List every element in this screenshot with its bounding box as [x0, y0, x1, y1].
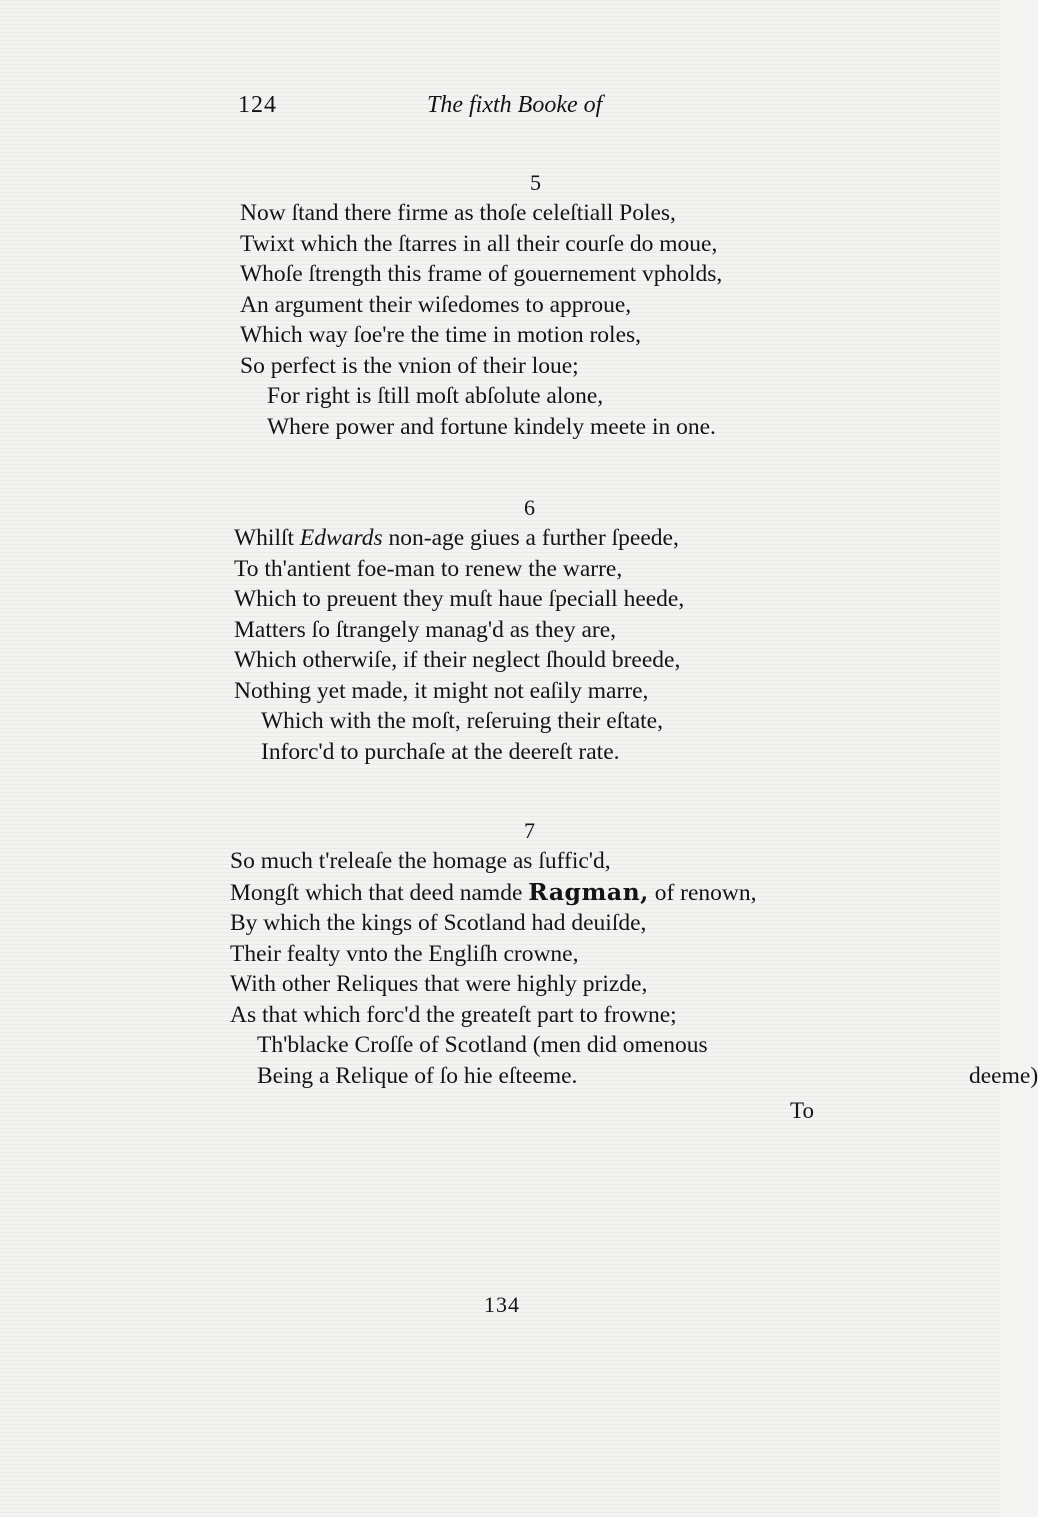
verse-fragment: non-age giues a further ſpeede, [388, 525, 679, 551]
verse-fragment: of renown, [654, 879, 757, 906]
blackletter-word-ragman: Ragman, [528, 877, 649, 906]
stanza-number: 7 [524, 818, 535, 843]
verse-line: So perfect is the vnion of their loue; [240, 352, 579, 379]
verse-line: Th'blacke Croſſe of Scotland (men did omenous [257, 1032, 708, 1058]
verse-line: Their fealty vnto the Engliſh crowne, [230, 940, 579, 967]
verse-line [230, 877, 757, 909]
verse-line: Which with the moſt, reſeruing their eſtate, [261, 708, 663, 734]
book-title: The fixth Booke of [427, 92, 603, 118]
verse-line: Twixt which the ſtarres in all their courſe do moue, [240, 230, 718, 257]
verse-line: For right is ſtill moſt abſolute alone, [267, 383, 604, 409]
verse-line: Inforc'd to purchaſe at the deereſt rate. [261, 738, 620, 765]
turnover-word: deeme) [969, 1062, 1038, 1089]
stanza-number: 6 [524, 495, 535, 520]
verse-line: Whoſe ſtrength this frame of gouernement vpholds, [240, 261, 723, 287]
verse-fragment: Mongſt which that deed namde [230, 879, 523, 906]
running-head [232, 92, 832, 132]
stanza-5 [240, 168, 722, 442]
verse-line: An argument their wiſedomes to approue, [240, 291, 632, 318]
verse-line: Where power and fortune kindely meete in one. [267, 413, 716, 440]
verse-line: Which otherwiſe, if their neglect ſhould breede, [234, 647, 681, 673]
verse-line: Which way ſoe're the time in motion roles, [240, 322, 642, 348]
verse-line: As that which forc'd the greateſt part to frowne; [230, 1001, 677, 1028]
stanza-6 [234, 493, 684, 767]
verse-line: Matters ſo ſtrangely manag'd as they are, [234, 616, 617, 643]
verse-line: With other Reliques that were highly prizde, [230, 971, 648, 997]
verse-line [234, 523, 684, 554]
verse-line: So much t'releaſe the homage as ſuffic'd, [230, 848, 611, 874]
verse-line: To th'antient foe-man to renew the warre, [234, 555, 623, 582]
verse-line: Now ſtand there firme as thoſe celeſtiall Poles, [240, 200, 676, 226]
verse-line [230, 1061, 1038, 1092]
verse-fragment: Whilſt [234, 525, 295, 551]
page-number: 124 [238, 92, 277, 118]
catchword: To [790, 1098, 814, 1123]
stanza-7 [230, 816, 1038, 1091]
verse-fragment: Being a Relique of ſo hie eſteeme. [257, 1062, 578, 1089]
stanza-number: 5 [530, 170, 541, 195]
folio-number: 134 [484, 1292, 520, 1317]
italic-name-edwards: Edwards [299, 525, 383, 551]
verse-line: Nothing yet made, it might not eaſily marre, [234, 677, 649, 704]
verse-line: By which the kings of Scotland had deuiſde, [230, 910, 647, 936]
verse-line: Which to preuent they muſt haue ſpeciall heede, [234, 586, 685, 612]
